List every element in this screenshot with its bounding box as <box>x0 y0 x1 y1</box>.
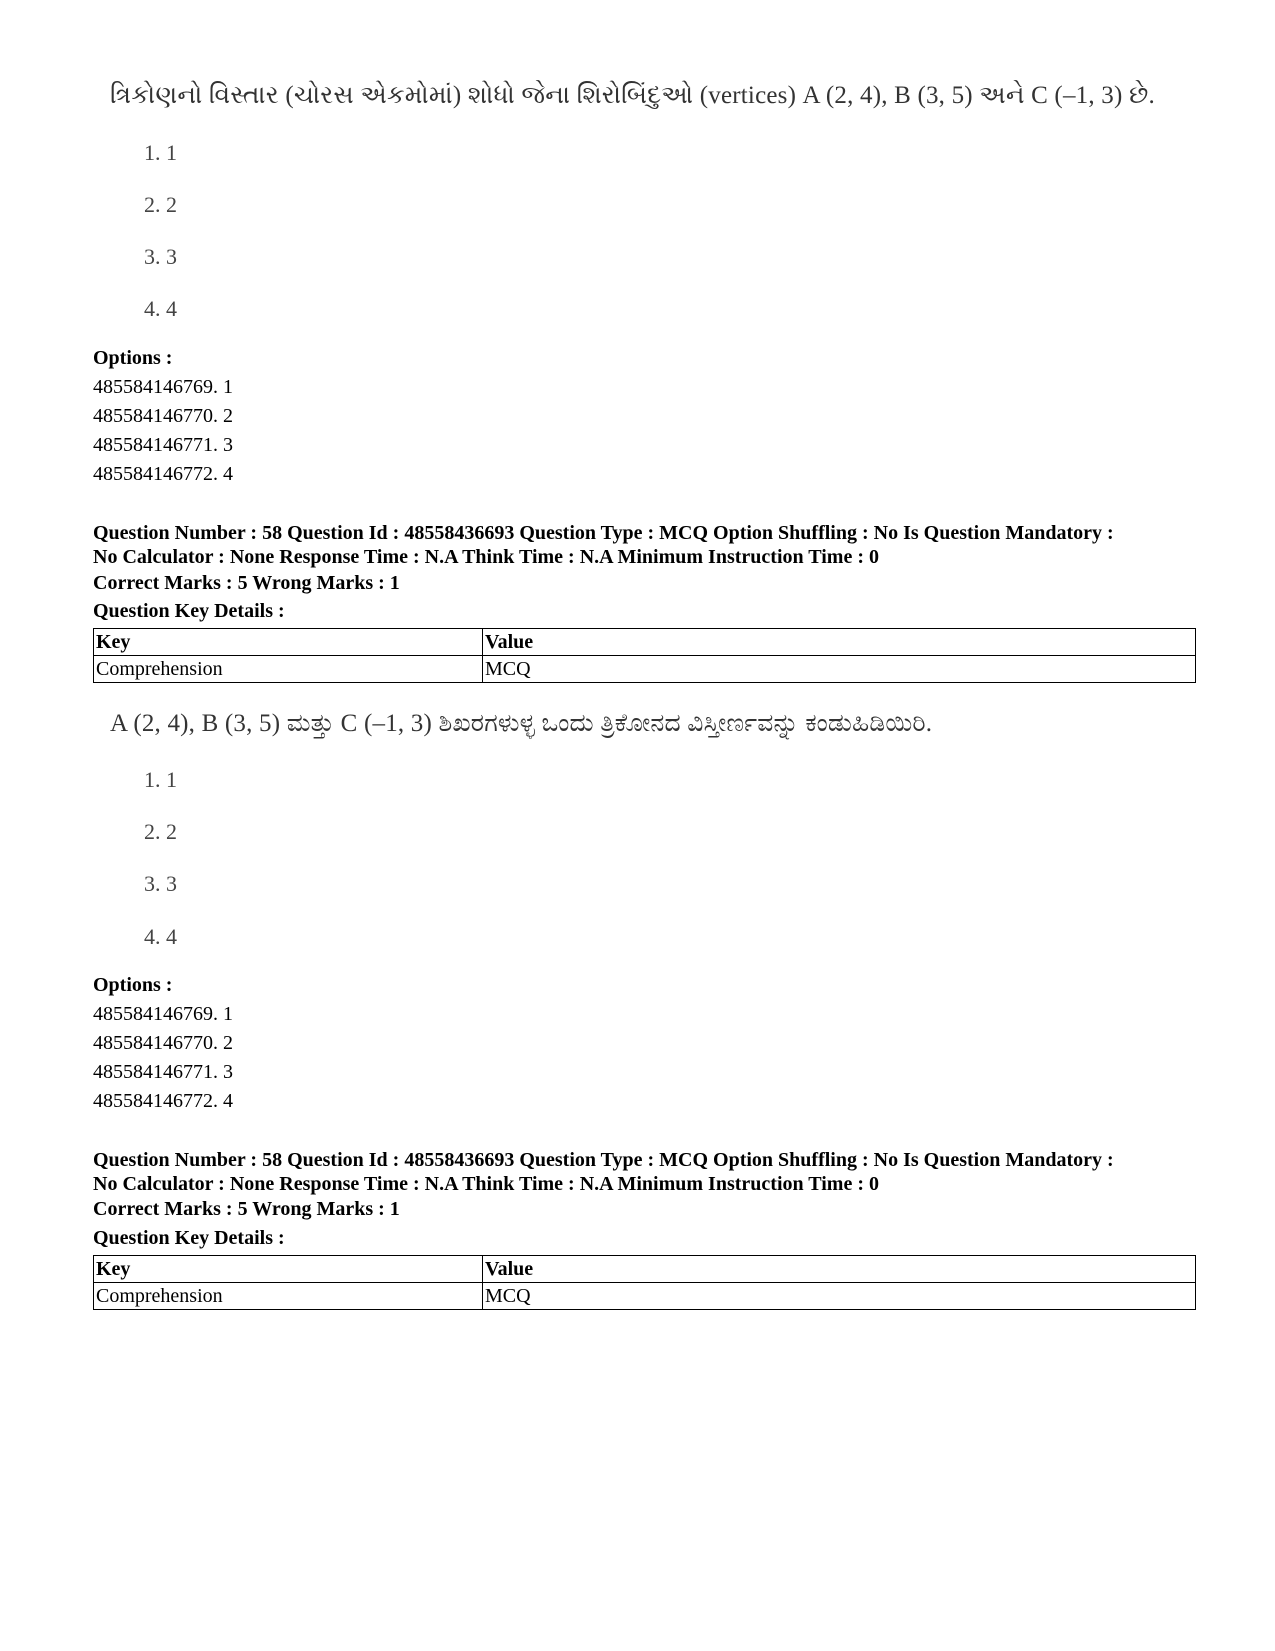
table-header-row <box>94 629 1196 656</box>
question-stem: ત્રિકોણનો વિસ્તાર (ચોરસ એકમોમાં) શોધો જેના શિરોબિંદુઓ (vertices) A (2, 4), B (3, 5) અને C (–1, 3) છે. <box>110 82 1155 109</box>
table-cell: MCQ <box>483 1283 1196 1310</box>
table-header-cell: Value <box>483 1256 1196 1283</box>
choice-4: 4. 4 <box>144 296 177 321</box>
question-meta <box>93 521 1193 569</box>
choice-3: 3. 3 <box>144 244 177 269</box>
question-image-kannada <box>110 710 1160 738</box>
choice-3: 3. 3 <box>144 871 177 896</box>
table-header-cell: Key <box>94 1256 483 1283</box>
key-value-table <box>93 628 1196 683</box>
choice-1: 1. 1 <box>144 767 177 792</box>
choice-2: 2. 2 <box>144 192 177 217</box>
options-label: Options : <box>93 347 173 369</box>
key-value-table <box>93 1255 1196 1310</box>
table-row <box>94 656 1196 683</box>
option-item: 485584146771. 3 <box>93 1061 233 1083</box>
options-label: Options : <box>93 974 173 996</box>
option-item: 485584146769. 1 <box>93 1003 233 1025</box>
choice-1: 1. 1 <box>144 140 177 165</box>
table-header-cell: Key <box>94 629 483 656</box>
question-image-gujarati <box>110 82 1160 110</box>
question-stem: A (2, 4), B (3, 5) ಮತ್ತು C (–1, 3) ಶಿಖರಗಳುಳ್ಳ ಒಂದು ತ್ರಿಕೋನದ ವಿಸ್ತೀರ್ಣವನ್ನು ಕಂಡುಹಿಡಿಯಿರಿ. <box>110 710 933 737</box>
option-item: 485584146770. 2 <box>93 1032 233 1054</box>
option-item: 485584146771. 3 <box>93 434 233 456</box>
meta-line: Question Number : 58 Question Id : 48558436693 Question Type : MCQ Option Shuffling : No Is Question Mandatory : <box>93 522 1114 544</box>
option-item: 485584146772. 4 <box>93 1090 233 1112</box>
option-item: 485584146769. 1 <box>93 376 233 398</box>
key-details-label: Question Key Details : <box>93 1227 285 1249</box>
table-cell: Comprehension <box>94 656 483 683</box>
marks-line: Correct Marks : 5 Wrong Marks : 1 <box>93 572 400 594</box>
marks-line: Correct Marks : 5 Wrong Marks : 1 <box>93 1198 400 1220</box>
choice-4: 4. 4 <box>144 924 177 949</box>
meta-line: Question Number : 58 Question Id : 48558436693 Question Type : MCQ Option Shuffling : No Is Question Mandatory : <box>93 1149 1114 1171</box>
option-item: 485584146770. 2 <box>93 405 233 427</box>
table-cell: MCQ <box>483 656 1196 683</box>
meta-line: No Calculator : None Response Time : N.A Think Time : N.A Minimum Instruction Time : 0 <box>93 1173 879 1195</box>
option-item: 485584146772. 4 <box>93 463 233 485</box>
table-row <box>94 1283 1196 1310</box>
question-meta <box>93 1148 1193 1196</box>
options-list <box>93 971 233 1116</box>
table-header-row <box>94 1256 1196 1283</box>
options-list <box>93 344 233 489</box>
choice-2: 2. 2 <box>144 819 177 844</box>
table-cell: Comprehension <box>94 1283 483 1310</box>
key-details-label: Question Key Details : <box>93 600 285 622</box>
table-header-cell: Value <box>483 629 1196 656</box>
meta-line: No Calculator : None Response Time : N.A Think Time : N.A Minimum Instruction Time : 0 <box>93 546 879 568</box>
